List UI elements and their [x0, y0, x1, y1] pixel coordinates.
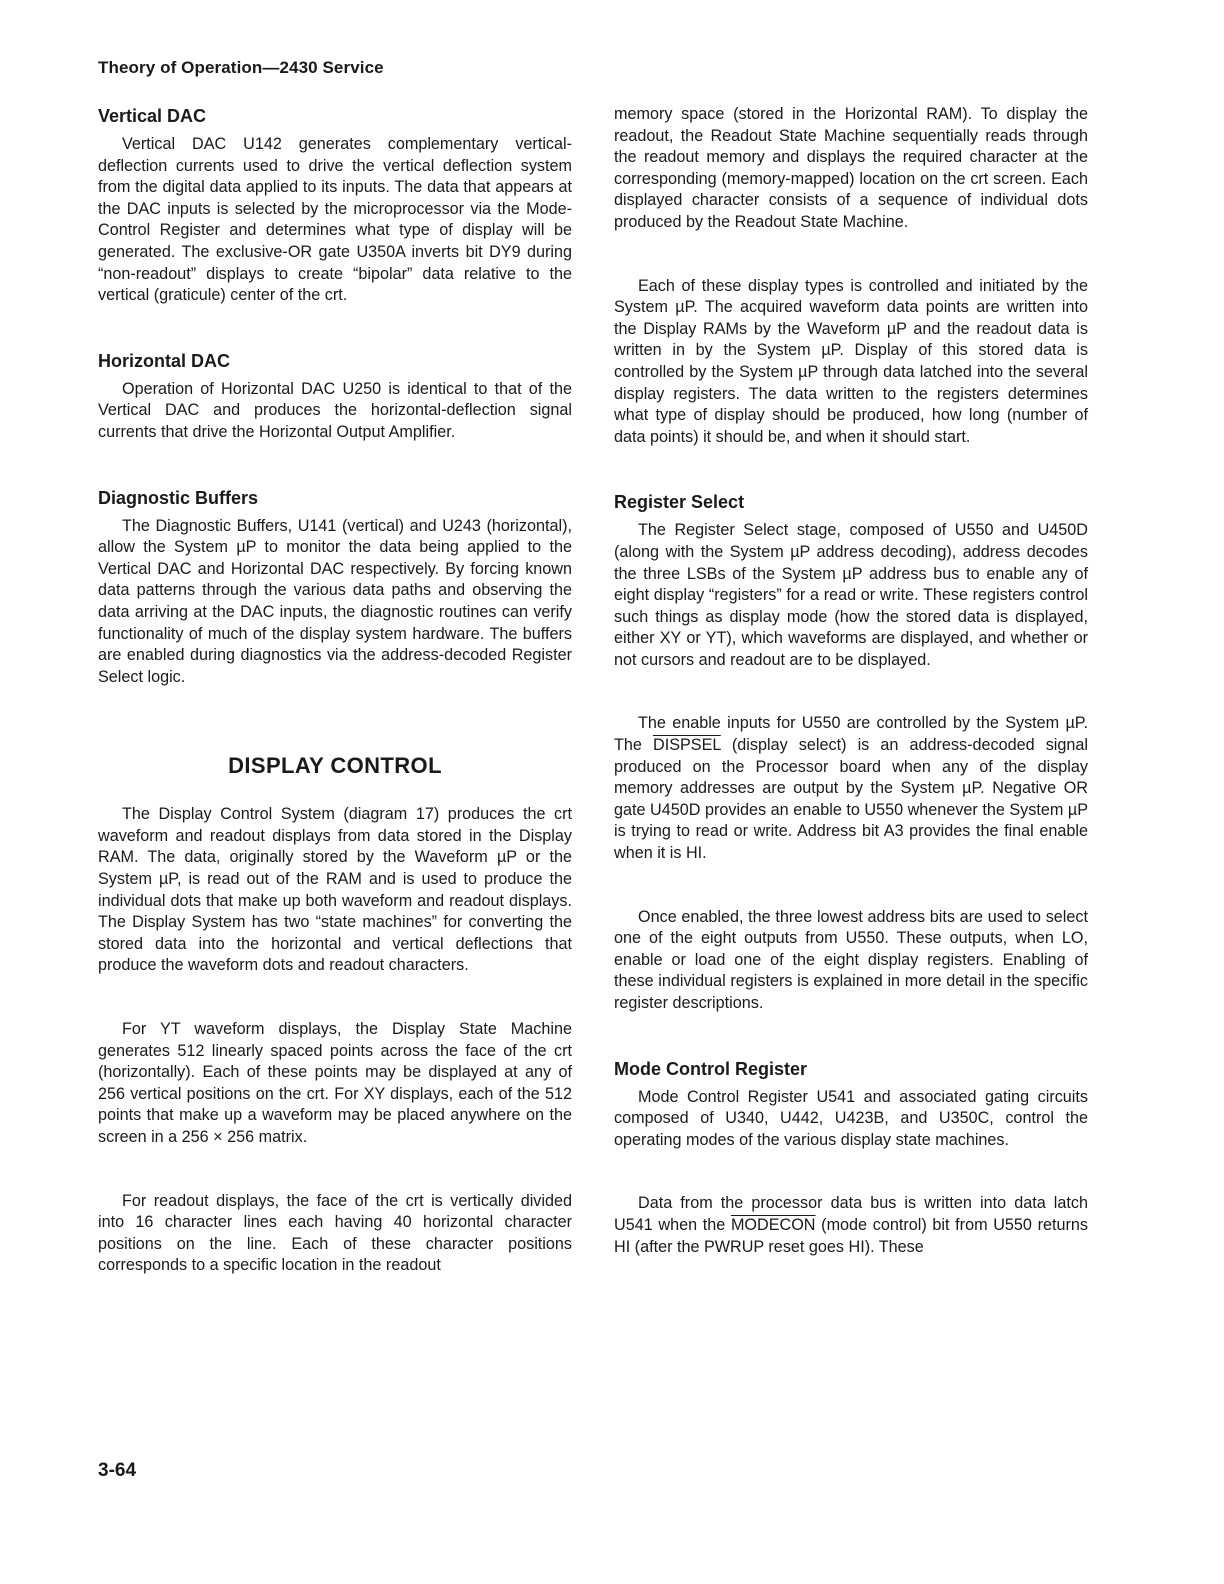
heading-register-select: Register Select [614, 492, 745, 513]
right-column [614, 104, 1088, 1258]
paragraph-vertical-dac: Vertical DAC U142 generates complementary vertical-deflection currents used to drive the vertical deflection system from the digital data applied to its inputs. The data that appears at the DAC inputs is selected by the microprocessor via the Mode-Control Register and determines what type of display will be generated. The exclusive-OR gate U350A inverts bit DY9 during “non-readout” displays to create “bipolar” data relative to the vertical (graticule) center of the crt. [98, 135, 572, 305]
paragraph-mode-control-1: Mode Control Register U541 and associated gating circuits composed of U340, U442, U423B, and U350C, control the operating modes of the various display state machines. [614, 1087, 1088, 1149]
page-number: 3-64 [98, 1460, 137, 1481]
paragraph-continuation-1: memory space (stored in the Horizontal RAM). To display the readout, the Readout State Machine sequentially reads through the readout memory and displays the required character at the corresponding (memory-mapped) location on the crt screen. Each displayed character consists of a sequence of individual dots produced by the Readout State Machine. [614, 105, 1088, 231]
text-run: The enable inputs for U550 are controlled by the System µP. The [614, 714, 1088, 755]
heading-mode-control-register: Mode Control Register [614, 1058, 808, 1079]
running-header: Theory of Operation—2430 Service [98, 58, 384, 77]
paragraph-register-select-1: The Register Select stage, composed of U550 and U450D (along with the System µP address decoding), address decodes the three LSBs of the System µP address bus to enable any of eight display “registers” for a read or write. These registers control such things as display mode (how the stored data is displayed, either XY or YT), which waveforms are displayed, and whether or not cursors and readout are to be displayed. [614, 521, 1088, 669]
heading-horizontal-dac: Horizontal DAC [98, 350, 230, 371]
signal-modecon: MODECON [730, 1215, 816, 1234]
section-display-control [98, 752, 572, 1277]
text-run: (display select) is an address-decoded signal produced on the Processor board when any of the display memory addresses are output by the System µP. Negative OR gate U450D provides an enable to U550 whenever the System µP is trying to read or write. Address bit A3 provides the final enable when it is HI. [614, 736, 1088, 863]
paragraph-horizontal-dac: Operation of Horizontal DAC U250 is identical to that of the Vertical DAC and produces the horizontal-deflection signal currents that drive the Horizontal Output Amplifier. [98, 379, 572, 441]
section-diagnostic-buffers [98, 486, 572, 689]
section-readout-continuation [614, 104, 1088, 448]
paragraph-register-select-3: Once enabled, the three lowest address bits are used to select one of the eight outputs from U550. These outputs, when LO, enable or load one of the eight display registers. Enabling of these individual registers is explained in more detail in the specific register descriptions. [614, 907, 1088, 1012]
signal-dispsel: DISPSEL [653, 736, 721, 755]
left-column [98, 104, 572, 1277]
section-register-select [614, 490, 1088, 1014]
section-horizontal-dac [98, 349, 572, 444]
heading-diagnostic-buffers: Diagnostic Buffers [98, 487, 259, 508]
text-run: Data from the processor data bus is written into data latch U541 when the [614, 1194, 1088, 1234]
paragraph-continuation-2: Each of these display types is controlled and initiated by the System µP. The acquired waveform data points are written into the Display RAMs by the Waveform µP and the readout data is written in by the System µP. Display of this stored data is controlled by the System µP through data latched into the several display registers. The data written to the registers determines what type of display should be produced, how long (number of data points) it should be, and when it should start. [614, 276, 1088, 446]
heading-vertical-dac: Vertical DAC [98, 106, 207, 126]
paragraph-mode-control-2 [614, 1193, 1088, 1258]
section-vertical-dac [98, 104, 572, 307]
paragraph-display-control-1: The Display Control System (diagram 17) produces the crt waveform and readout displays from data stored in the Display RAM. The data, originally stored by the Waveform µP or the System µP, is read out of the RAM and is used to produce the individual dots that make up both waveform and readout displays. The Display System has two “state machines” for converting the stored data into the horizontal and vertical deflections that produce the waveform dots and readout characters. [98, 805, 572, 975]
text-run: (mode control) bit from U550 returns HI (after the PWRUP reset goes HI). These [614, 1215, 1088, 1256]
paragraph-display-control-3: For readout displays, the face of the crt is vertically divided into 16 character lines each having 40 horizontal character positions on the line. Each of these character positions corresponds to a specific location in the readout [98, 1191, 572, 1275]
section-mode-control-register [614, 1057, 1088, 1259]
paragraph-register-select-2 [614, 713, 1088, 864]
paragraph-diagnostic-buffers: The Diagnostic Buffers, U141 (vertical) and U243 (horizontal), allow the System µP to monitor the data being applied to the Vertical DAC and Horizontal DAC respectively. By forcing known data patterns through the various data paths and observing the data arriving at the DAC inputs, the diagnostic routines can verify functionality of much of the display system hardware. The buffers are enabled during diagnostics via the address-decoded Register Select logic. [98, 516, 572, 686]
paragraph-display-control-2: For YT waveform displays, the Display State Machine generates 512 linearly spaced points across the face of the crt (horizontally). Each of these points may be displayed at any of 256 vertical positions on the crt. For XY displays, each of the 512 points that make up a waveform may be placed anywhere on the screen in a 256 × 256 matrix. [98, 1020, 572, 1146]
heading-display-control: DISPLAY CONTROL [228, 753, 442, 779]
